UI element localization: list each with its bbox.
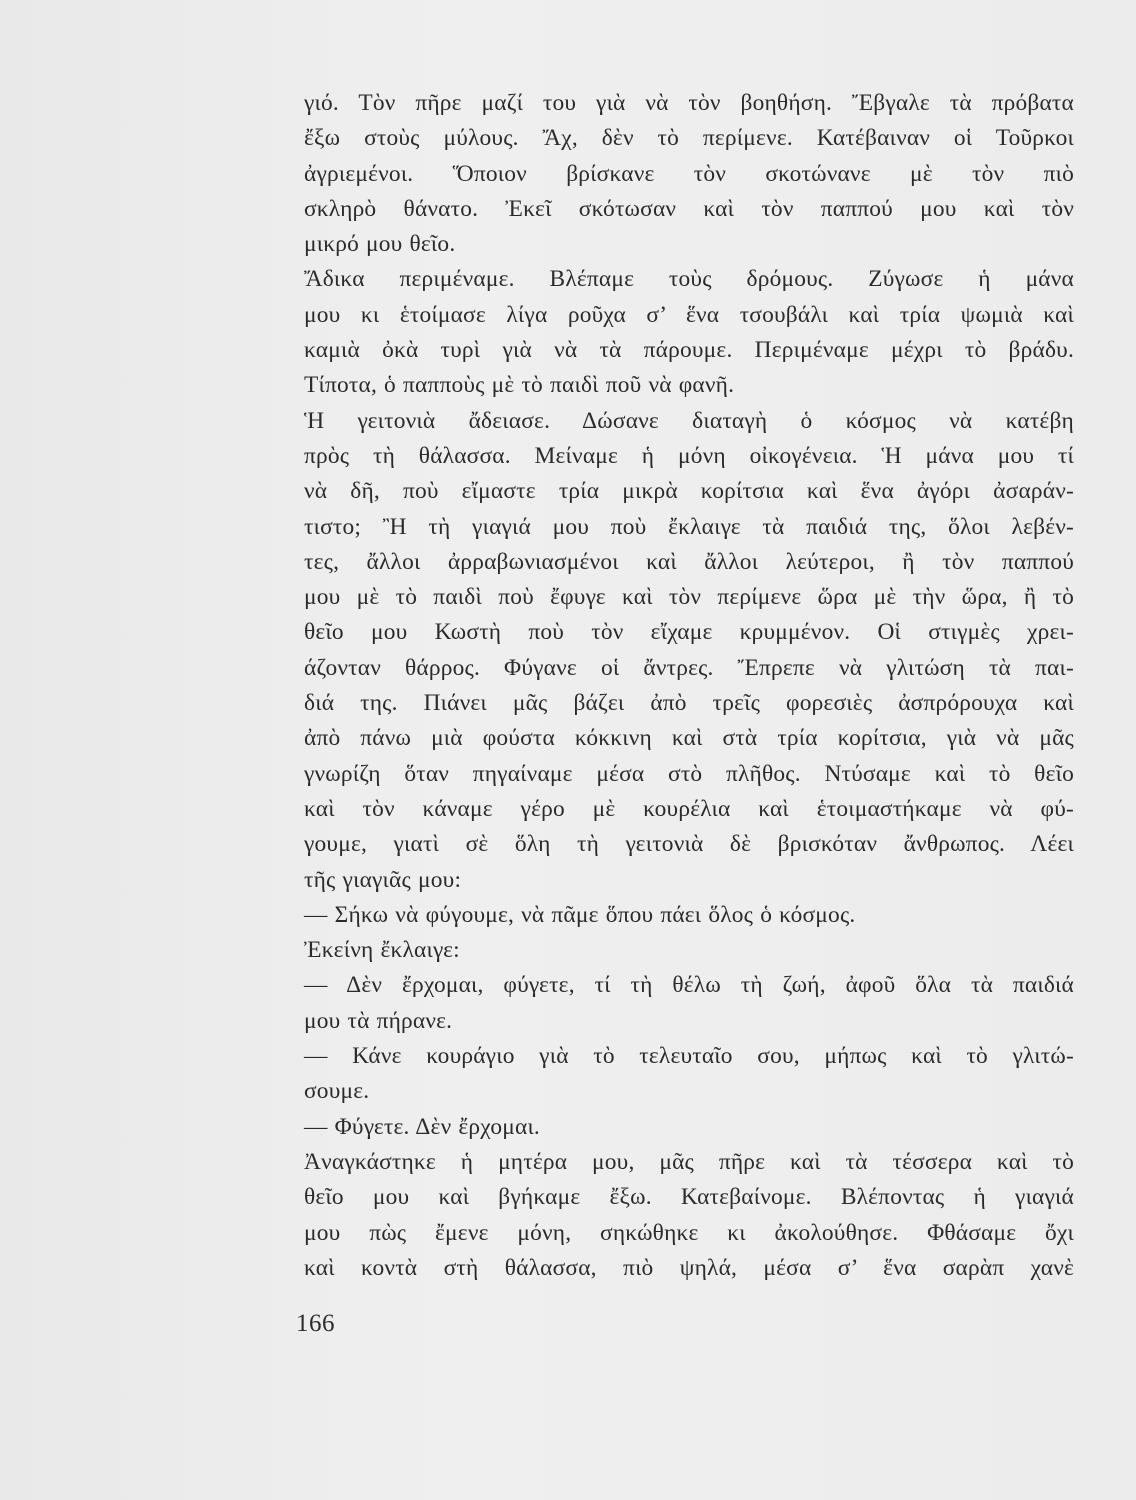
- text-line: — Σήκω νὰ φύγουμε, νὰ πᾶμε ὅπου πάει ὅλος ὁ κόσμος.: [304, 901, 856, 928]
- text-line: Ἐκείνη ἔκλαιγε:: [304, 937, 460, 964]
- text-line: μου πὼς ἔμενε μόνη, σηκώθηκε κι ἀκολούθησε. Φθάσαμε ὄχι: [304, 1219, 1074, 1246]
- text-line: ἔξω στοὺς μύλους. Ἄχ, δὲν τὸ περίμενε. Κατέβαιναν οἱ Τοῦρκοι: [304, 125, 1074, 152]
- text-line: καὶ κοντὰ στὴ θάλασσα, πιὸ ψηλά, μέσα σ’ ἕνα σαρὰπ χανὲ: [304, 1254, 1074, 1281]
- text-line: καὶ τὸν κάναμε γέρο μὲ κουρέλια καὶ ἑτοιμαστήκαμε νὰ φύ-: [304, 795, 1074, 822]
- text-line: πρὸς τὴ θάλασσα. Μείναμε ἡ μόνη οἰκογένεια. Ἡ μάνα μου τί: [304, 442, 1074, 469]
- text-line: μου κι ἑτοίμασε λίγα ροῦχα σ’ ἕνα τσουβάλι καὶ τρία ψωμιὰ καὶ: [304, 301, 1074, 328]
- text-line: σκληρὸ θάνατο. Ἐκεῖ σκότωσαν καὶ τὸν παππού μου καὶ τὸν: [304, 195, 1074, 222]
- text-line: γνωρίζη ὅταν πηγαίναμε μέσα στὸ πλῆθος. Ντύσαμε καὶ τὸ θεῖο: [304, 760, 1074, 787]
- text-line: μικρό μου θεῖο.: [304, 231, 456, 258]
- text-line: σουμε.: [304, 1078, 370, 1105]
- text-line: γιό. Τὸν πῆρε μαζί του γιὰ νὰ τὸν βοηθήση. Ἔβγαλε τὰ πρόβατα: [304, 90, 1074, 116]
- text-line: μου μὲ τὸ παιδὶ ποὺ ἔφυγε καὶ τὸν περίμενε ὥρα μὲ τὴν ὥρα, ἢ τὸ: [304, 584, 1074, 611]
- page-number: 166: [296, 1310, 335, 1337]
- text-line: Ἀναγκάστηκε ἡ μητέρα μου, μᾶς πῆρε καὶ τὰ τέσσερα καὶ τὸ: [304, 1148, 1074, 1175]
- text-line: ἀγριεμένοι. Ὅποιον βρίσκανε τὸν σκοτώνανε μὲ τὸν πιὸ: [304, 160, 1074, 187]
- text-line: διά της. Πιάνει μᾶς βάζει ἀπὸ τρεῖς φορεσιὲς ἀσπρόρουχα καὶ: [304, 690, 1074, 717]
- text-line: καμιὰ ὀκὰ τυρὶ γιὰ νὰ τὰ πάρουμε. Περιμέναμε μέχρι τὸ βράδυ.: [304, 337, 1074, 364]
- text-line: μου τὰ πήρανε.: [304, 1007, 453, 1034]
- text-line: νὰ δῆ, ποὺ εἴμαστε τρία μικρὰ κορίτσια καὶ ἕνα ἀγόρι ἀσαράν-: [304, 478, 1074, 505]
- text-line: — Δὲν ἔρχομαι, φύγετε, τί τὴ θέλω τὴ ζωή, ἀφοῦ ὅλα τὰ παιδιά: [304, 972, 1074, 999]
- text-line: τες, ἄλλοι ἀρραβωνιασμένοι καὶ ἄλλοι λεύτεροι, ἢ τὸν παππού: [304, 548, 1074, 575]
- text-line: θεῖο μου Κωστὴ ποὺ τὸν εἴχαμε κρυμμένον. Οἱ στιγμὲς χρει-: [304, 619, 1074, 646]
- text-line: Ἡ γειτονιὰ ἄδειασε. Δώσανε διαταγὴ ὁ κόσμος νὰ κατέβη: [304, 407, 1074, 434]
- text-line: άζονταν θάρρος. Φύγανε οἱ ἄντρες. Ἔπρεπε νὰ γλιτώση τὰ παι-: [304, 654, 1074, 681]
- text-line: τῆς γιαγιᾶς μου:: [304, 866, 462, 893]
- text-line: τιστο; Ἢ τὴ γιαγιά μου ποὺ ἔκλαιγε τὰ παιδιά της, ὅλοι λεβέν-: [304, 513, 1074, 540]
- text-line: — Φύγετε. Δὲν ἔρχομαι.: [304, 1113, 540, 1140]
- text-line: γουμε, γιατὶ σὲ ὅλη τὴ γειτονιὰ δὲ βρισκόταν ἄνθρωπος. Λέει: [304, 831, 1074, 858]
- text-line: ἀπὸ πάνω μιὰ φούστα κόκκινη καὶ στὰ τρία κορίτσια, γιὰ νὰ μᾶς: [304, 725, 1074, 752]
- text-line: — Κάνε κουράγιο γιὰ τὸ τελευταῖο σου, μήπως καὶ τὸ γλιτώ-: [304, 1043, 1074, 1070]
- text-line: Ἄδικα περιμέναμε. Βλέπαμε τοὺς δρόμους. Ζύγωσε ἡ μάνα: [304, 266, 1074, 293]
- body-text: [304, 86, 1074, 1286]
- text-line: θεῖο μου καὶ βγήκαμε ἔξω. Κατεβαίνομε. Βλέποντας ἡ γιαγιά: [304, 1184, 1074, 1211]
- text-line: Τίποτα, ὁ παπποὺς μὲ τὸ παιδὶ ποῦ νὰ φανῆ.: [304, 372, 735, 399]
